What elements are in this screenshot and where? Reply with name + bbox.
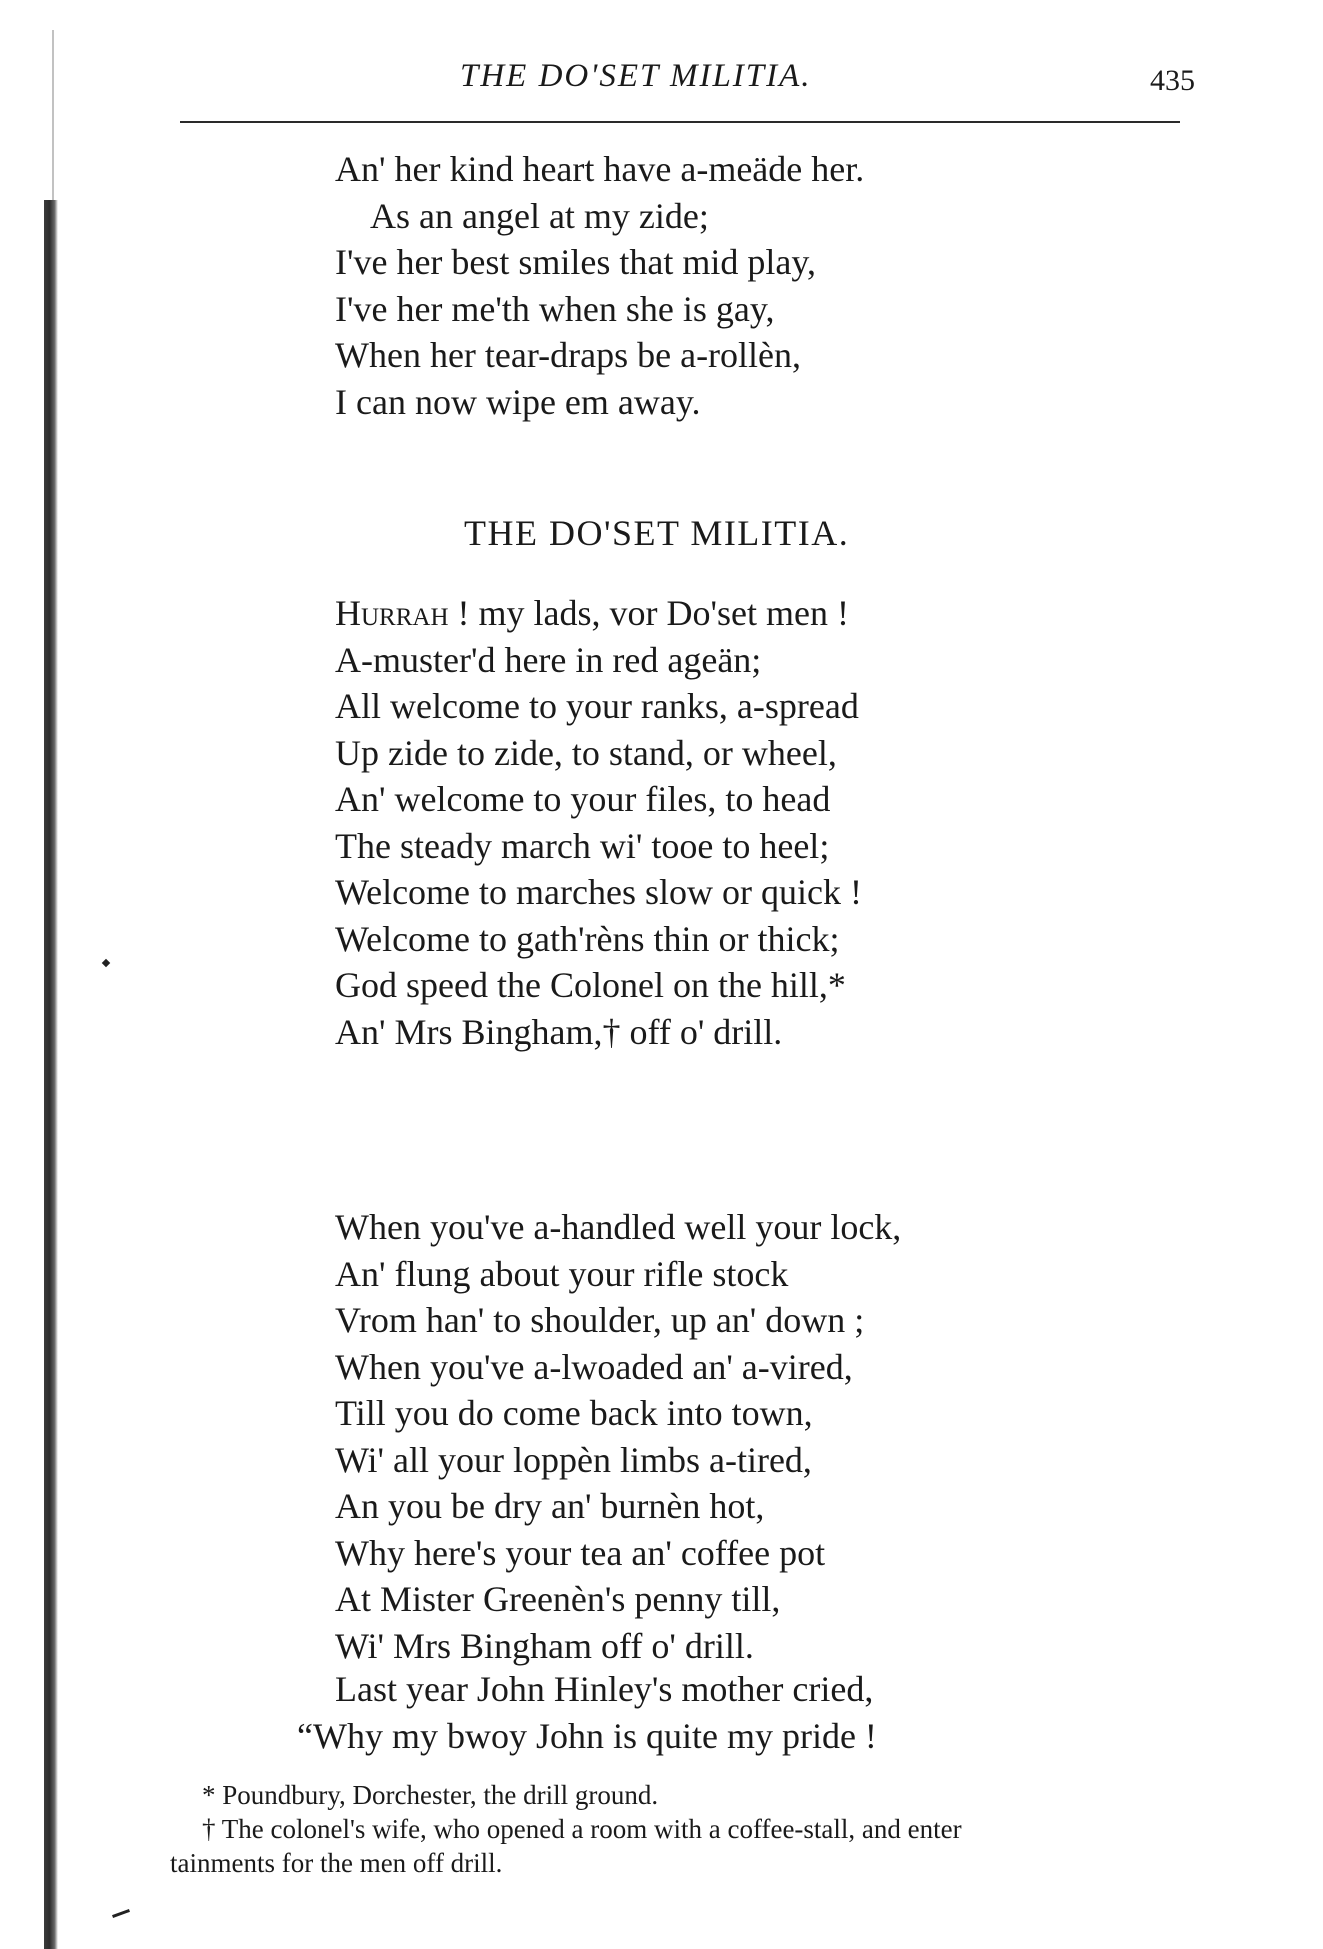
header-rule xyxy=(180,121,1180,123)
verse-line: Last year John Hinley's mother cried, xyxy=(335,1669,874,1709)
verse-line: Why here's your tea an' coffee pot xyxy=(335,1532,826,1573)
verse-line: An' flung about your rifle stock xyxy=(335,1253,789,1294)
stanza-1 xyxy=(335,590,1235,1055)
verse-line: When her tear-draps be a-rollèn, xyxy=(335,335,802,375)
verse-line: Till you do come back into town, xyxy=(335,1393,813,1433)
verse-line: Up zide to zide, to stand, or wheel, xyxy=(335,732,837,773)
binding-edge-top xyxy=(52,30,54,200)
stray-mark xyxy=(112,1909,130,1918)
verse-line: When you've a-lwoaded an' a-vired, xyxy=(335,1346,853,1387)
verse-line: I can now wipe em away. xyxy=(335,381,701,422)
verse-line: God speed the Colonel on the hill,* xyxy=(335,965,846,1005)
opening-word: Hurrah xyxy=(335,593,449,633)
poem-title: THE DO'SET MILITIA. xyxy=(464,513,850,553)
verse-line: The steady march wi' tooe to heel; xyxy=(335,825,830,866)
verse-line: An' Mrs Bingham,† off o' drill. xyxy=(335,1011,783,1052)
verse-line: When you've a-handled well your lock, xyxy=(335,1207,902,1247)
previous-poem-ending xyxy=(335,146,1235,425)
stray-mark xyxy=(102,959,110,967)
verse-line: I've her me'th when she is gay, xyxy=(335,288,775,329)
verse-line: An' welcome to your files, to head xyxy=(335,779,831,819)
verse-line-first xyxy=(335,590,1235,637)
verse-line: An you be dry an' burnèn hot, xyxy=(335,1486,765,1526)
binding-gutter xyxy=(44,200,58,1949)
verse-line: Vrom han' to shoulder, up an' down ; xyxy=(335,1300,865,1340)
footnote-1: * Poundbury, Dorchester, the drill ground. xyxy=(202,1780,659,1810)
footnote-2-continued: tainments for the men off drill. xyxy=(170,1848,503,1878)
verse-line: I've her best smiles that mid play, xyxy=(335,242,817,282)
verse-line: “Why my bwoy John is quite my pride ! xyxy=(297,1715,877,1756)
first-line-rest: ! my lads, vor Do'set men ! xyxy=(448,593,849,633)
footnotes xyxy=(170,1778,1190,1880)
page-number: 435 xyxy=(1150,64,1195,97)
verse-line: An' her kind heart have a-meäde her. xyxy=(335,149,865,189)
verse-line: Wi' all your loppèn limbs a-tired, xyxy=(335,1439,812,1480)
verse-line: Welcome to gath'rèns thin or thick; xyxy=(335,918,840,959)
verse-line: As an angel at my zide; xyxy=(370,195,709,236)
stanza-2 xyxy=(335,1204,1235,1669)
running-head: THE DO'SET MILITIA. xyxy=(460,58,812,94)
verse-line: All welcome to your ranks, a-spread xyxy=(335,686,859,726)
verse-line: Wi' Mrs Bingham off o' drill. xyxy=(335,1625,754,1666)
stanza-3 xyxy=(297,1666,1235,1759)
verse-line: A-muster'd here in red ageän; xyxy=(335,639,762,680)
footnote-2: † The colonel's wife, who opened a room with a coffee-stall, and enter xyxy=(202,1814,962,1844)
verse-line: Welcome to marches slow or quick ! xyxy=(335,872,862,912)
verse-line: At Mister Greenèn's penny till, xyxy=(335,1579,781,1619)
